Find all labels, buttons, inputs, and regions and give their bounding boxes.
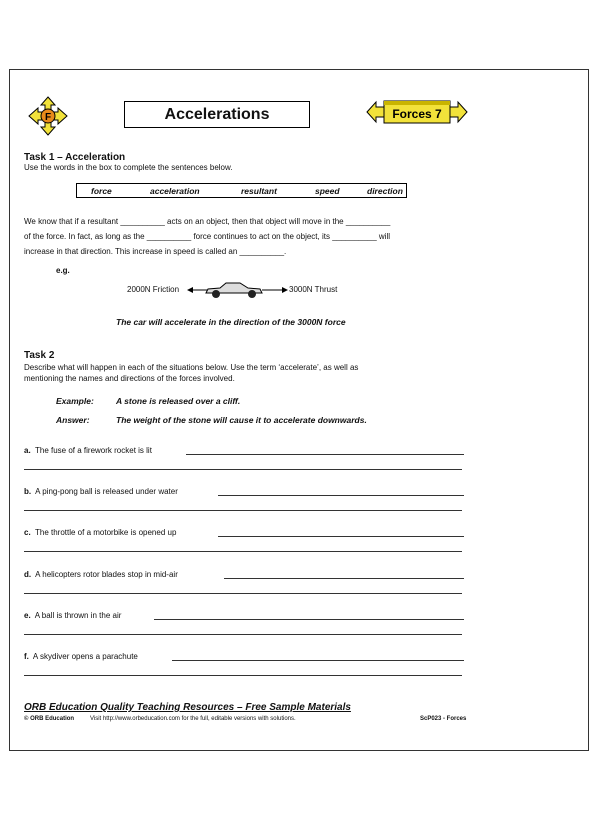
question-letter: e. xyxy=(24,611,31,620)
car-wheel-icon xyxy=(248,290,256,298)
task1-line-2: of the force. In fact, as long as the __________ force continues to act on the object, its __________ will xyxy=(24,232,391,241)
forces-badge-icon xyxy=(366,96,468,128)
car-force-diagram xyxy=(186,280,290,300)
word-speed: speed xyxy=(315,186,340,196)
question-e xyxy=(24,611,121,620)
thrust-label: 3000N Thrust xyxy=(289,285,338,294)
example-label: Example: xyxy=(56,396,94,406)
question-f xyxy=(24,652,138,661)
question-c xyxy=(24,528,176,537)
car-wheel-icon xyxy=(212,290,220,298)
answer-line-e2[interactable] xyxy=(24,634,462,635)
task1-line-3: increase in that direction. This increase in speed is called an __________. xyxy=(24,247,287,256)
answer-line-a1[interactable] xyxy=(186,454,464,455)
task1-instruction: Use the words in the box to complete the sentences below. xyxy=(24,163,233,172)
question-d xyxy=(24,570,178,579)
friction-arrowhead xyxy=(187,287,193,293)
word-direction: direction xyxy=(367,186,403,196)
answer-line-d2[interactable] xyxy=(24,593,462,594)
question-text: A ping-pong ball is released under water xyxy=(35,487,178,496)
answer-line-f2[interactable] xyxy=(24,675,462,676)
answer-line-b1[interactable] xyxy=(218,495,464,496)
answer-text: The weight of the stone will cause it to accelerate downwards. xyxy=(116,415,367,425)
word-force: force xyxy=(91,186,112,196)
answer-line-d1[interactable] xyxy=(224,578,464,579)
question-a xyxy=(24,446,152,455)
badge-label: Forces 7 xyxy=(392,107,442,121)
footer-code: ScP023 - Forces xyxy=(420,716,467,722)
page-title: Accelerations xyxy=(124,101,310,128)
task2-instruction-2: mentioning the names and directions of the forces involved. xyxy=(24,374,235,383)
question-text: The fuse of a firework rocket is lit xyxy=(34,446,152,455)
forces-logo-icon xyxy=(27,96,69,136)
answer-line-f1[interactable] xyxy=(172,660,464,661)
word-box xyxy=(76,183,407,198)
answer-line-c1[interactable] xyxy=(218,536,464,537)
question-text: The throttle of a motorbike is opened up xyxy=(34,528,177,537)
example-text: A stone is released over a cliff. xyxy=(116,396,241,406)
answer-line-a2[interactable] xyxy=(24,469,462,470)
logo-letter: F xyxy=(44,112,52,123)
footer-visit: Visit http://www.orbeducation.com for the full, editable versions with solutions. xyxy=(90,716,296,722)
question-b xyxy=(24,487,178,496)
answer-line-c2[interactable] xyxy=(24,551,462,552)
question-letter: f. xyxy=(24,652,29,661)
task1-line-1: We know that if a resultant __________ acts on an object, then that object will move in the __________ xyxy=(24,217,391,226)
task1-heading: Task 1 – Acceleration xyxy=(24,152,126,163)
thrust-arrowhead xyxy=(282,287,288,293)
car-caption: The car will accelerate in the direction of the 3000N force xyxy=(116,317,346,327)
friction-label: 2000N Friction xyxy=(127,285,180,294)
footer-title: ORB Education Quality Teaching Resources – Free Sample Materials xyxy=(24,702,351,713)
question-letter: a. xyxy=(24,446,31,455)
question-letter: b. xyxy=(24,487,32,496)
word-resultant: resultant xyxy=(241,186,277,196)
answer-line-e1[interactable] xyxy=(154,619,464,620)
answer-label: Answer: xyxy=(56,415,90,425)
question-letter: c. xyxy=(24,528,31,537)
word-acceleration: acceleration xyxy=(150,186,200,196)
question-text: A helicopters rotor blades stop in mid-air xyxy=(35,570,178,579)
answer-line-b2[interactable] xyxy=(24,510,462,511)
task2-heading: Task 2 xyxy=(24,350,55,361)
footer-copyright: © ORB Education xyxy=(24,716,75,722)
eg-label: e.g. xyxy=(56,266,70,275)
question-text: A skydiver opens a parachute xyxy=(32,652,138,661)
task2-instruction-1: Describe what will happen in each of the situations below. Use the term ‘accelerate’, as well as xyxy=(24,363,359,372)
question-letter: d. xyxy=(24,570,32,579)
question-text: A ball is thrown in the air xyxy=(34,611,122,620)
